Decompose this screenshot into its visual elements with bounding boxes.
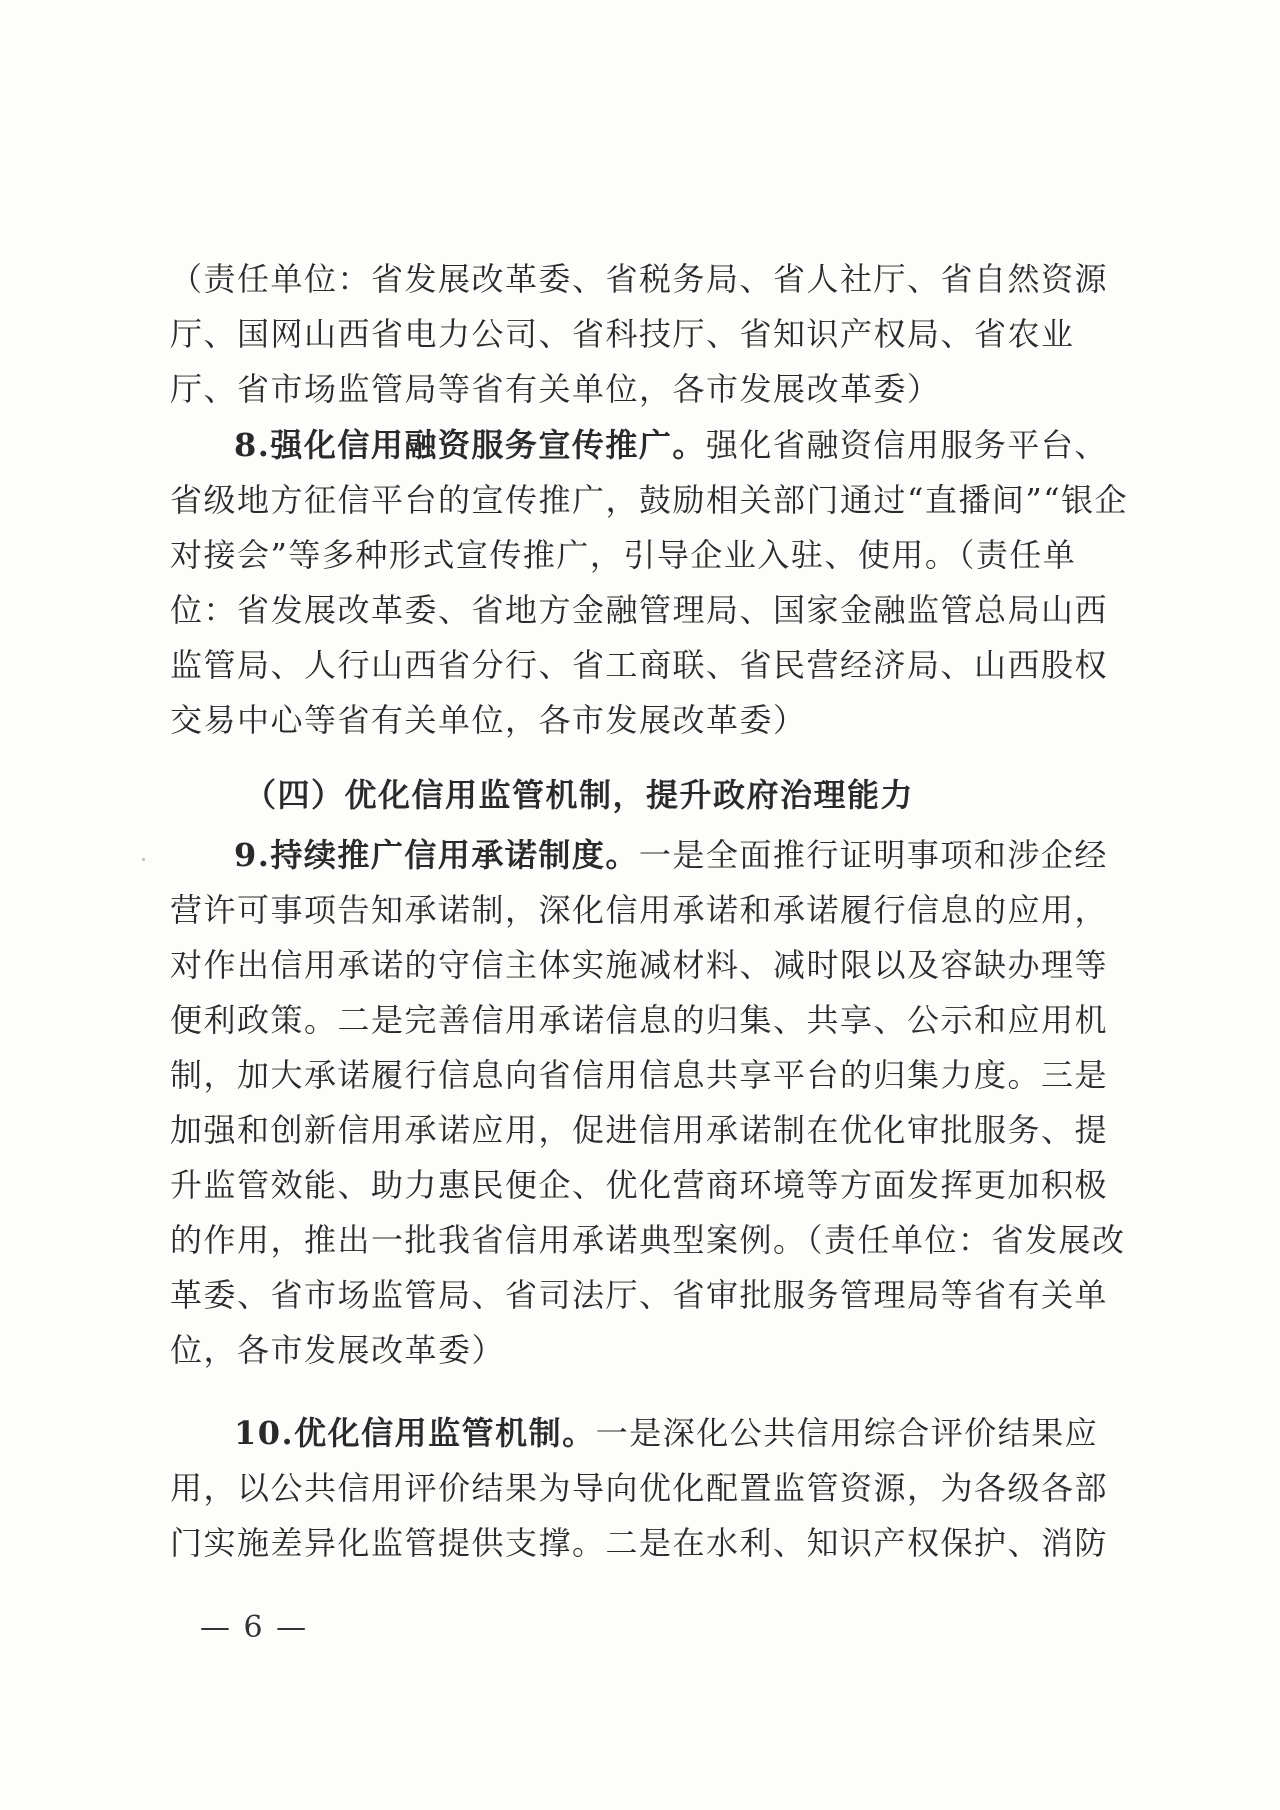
item-10-title: 10.优化信用监管机制。 [234, 1414, 596, 1452]
section-heading: （四）优化信用监管机制，提升政府治理能力 [244, 776, 915, 814]
item-10-paragraph [170, 1406, 1132, 1571]
item-9-title: 9.持续推广信用承诺制度。 [234, 836, 639, 874]
responsibility-paragraph: （责任单位：省发展改革委、省税务局、省人社厅、省自然资源厅、国网山西省电力公司、省科技厅、省知识产权局、省农业厅、省市场监管局等省有关单位，各市发展改革委） [170, 260, 1109, 408]
item-9-body: 一是全面推行证明事项和涉企经营许可事项告知承诺制，深化信用承诺和承诺履行信息的应用，对作出信用承诺的守信主体实施减材料、减时限以及容缺办理等便利政策。二是完善信用承诺信息的归集、共享、公示和应用机制，加大承诺履行信息向省信用信息共享平台的归集力度。三是加强和创新信用承诺应用，促进信用承诺制在优化审批服务、提升监管效能、助力惠民便企、优化营商环境等方面发挥更加积极的作用，推出一批我省信用承诺典型案例。（责任单位：省发展改革委、省市场监管局、省司法厅、省审批服务管理局等省有关单位，各市发展改革委） [170, 836, 1126, 1369]
item-8-body: 强化省融资信用服务平台、省级地方征信平台的宣传推广，鼓励相关部门通过“直播间”“银企对接会”等多种形式宣传推广，引导企业入驻、使用。（责任单位：省发展改革委、省地方金融管理局、国家金融监管总局山西监管局、人行山西省分行、省工商联、省民营经济局、山西股权交易中心等省有关单位，各市发展改革委） [170, 426, 1129, 739]
item-8-paragraph [170, 418, 1132, 748]
item-10-body: 一是深化公共信用综合评价结果应用，以公共信用评价结果为导向优化配置监管资源，为各级各部门实施差异化监管提供支撑。二是在水利、知识产权保护、消防 [170, 1414, 1109, 1562]
page-number: — 6 — [200, 1610, 309, 1645]
item-9-paragraph [170, 828, 1132, 1378]
item-8-title: 8.强化信用融资服务宣传推广。 [234, 426, 706, 464]
scan-speck [142, 858, 145, 861]
